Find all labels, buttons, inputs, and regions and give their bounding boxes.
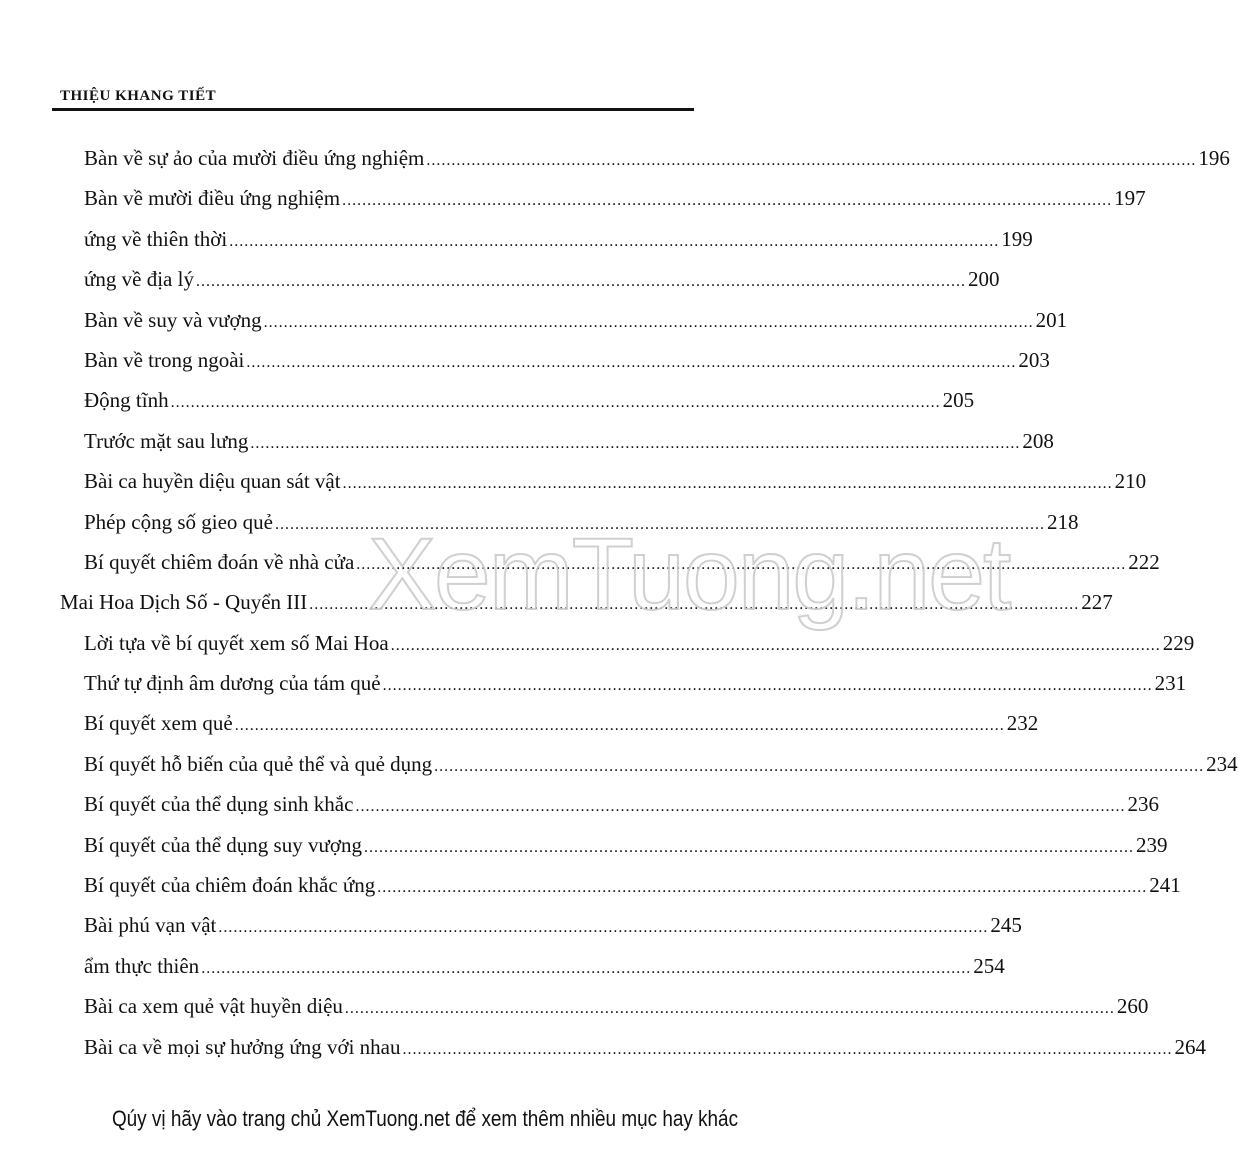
toc-entry — [0, 825, 1168, 865]
toc-entry-page: 201 — [1035, 307, 1068, 332]
toc-entry — [0, 905, 1022, 945]
toc-entry — [0, 219, 1033, 259]
toc-entry-page: 227 — [1081, 590, 1113, 615]
toc-leader-dots — [264, 303, 1034, 343]
toc-entry — [0, 380, 975, 420]
toc-entry — [0, 744, 1238, 784]
toc-leader-dots — [356, 545, 1126, 585]
toc-entry — [0, 703, 1039, 743]
toc-leader-dots — [343, 464, 1113, 504]
toc-leader-dots — [196, 262, 966, 302]
toc-entry-title: Bí quyết của thể dụng sinh khắc — [84, 792, 354, 817]
toc-leader-dots — [342, 181, 1112, 221]
toc-entry-title: Bí quyết hỗ biến của quẻ thể và quẻ dụng — [84, 751, 433, 776]
toc-entry-page: 197 — [1114, 186, 1146, 211]
toc-entry-title: Bí quyết xem quẻ — [84, 711, 233, 736]
running-header: THIỆU KHANG TIẾT — [60, 88, 217, 104]
toc-entry — [0, 582, 1113, 622]
toc-leader-dots — [218, 908, 988, 948]
watermark: XemTuong.net — [368, 517, 1010, 631]
toc-entry-title: Bàn về trong ngoài — [84, 347, 245, 372]
toc-entry — [0, 946, 1005, 986]
toc-entry-title: ẩm thực thiên — [84, 953, 200, 978]
toc-entry-page: 231 — [1154, 671, 1187, 696]
toc-leader-dots — [250, 424, 1020, 464]
header-rule — [52, 108, 694, 111]
toc-entry — [0, 178, 1146, 218]
toc-entry — [0, 1027, 1206, 1067]
toc-entry-title: ứng về thiên thời — [84, 226, 228, 251]
toc-entry-page: 200 — [967, 267, 1000, 292]
toc-entry-page: 260 — [1116, 994, 1149, 1019]
toc-leader-dots — [434, 747, 1204, 787]
toc-entry-page: 208 — [1022, 428, 1054, 453]
toc-leader-dots — [364, 828, 1134, 868]
toc-entry-page: 236 — [1127, 792, 1159, 817]
toc-leader-dots — [377, 868, 1147, 908]
toc-entry — [0, 623, 1195, 663]
toc-leader-dots — [309, 585, 1079, 625]
toc-entry-title: Phép cộng số gieo quẻ — [84, 509, 273, 534]
toc-entry-title: ứng về địa lý — [84, 267, 194, 292]
toc-leader-dots — [355, 787, 1125, 827]
toc-entry-title: Bàn về sự ảo của mười điều ứng nghiệm — [84, 146, 425, 170]
toc-entry — [0, 986, 1149, 1026]
toc-leader-dots — [229, 222, 999, 262]
toc-entry-page: 264 — [1174, 1034, 1206, 1059]
toc-entry — [0, 138, 1230, 178]
toc-entry-title: Mai Hoa Dịch Số - Quyển III — [60, 590, 308, 615]
toc-entry-page: 254 — [973, 953, 1005, 978]
toc-entry — [0, 865, 1181, 905]
table-of-contents — [0, 138, 1238, 1067]
toc-entry-page: 205 — [942, 388, 975, 413]
toc-entry-title: Bí quyết chiêm đoán về nhà cửa — [84, 549, 355, 574]
toc-leader-dots — [235, 706, 1005, 746]
toc-leader-dots — [402, 1030, 1172, 1070]
toc-entry — [0, 784, 1159, 824]
toc-entry-page: 196 — [1198, 146, 1230, 170]
toc-leader-dots — [275, 505, 1045, 545]
toc-entry-page: 232 — [1006, 711, 1039, 736]
toc-entry-title: Bàn về suy và vượng — [84, 307, 262, 332]
toc-entry-title: Bài ca về mọi sự hưởng ứng với nhau — [84, 1034, 401, 1059]
toc-entry-page: 222 — [1128, 549, 1160, 574]
footer-note: Qúy vị hãy vào trang chủ XemTuong.net để xem thêm nhiều mục hay khác — [111, 1106, 739, 1131]
toc-entry — [0, 502, 1079, 542]
toc-entry-page: 241 — [1149, 873, 1181, 898]
toc-entry-page: 239 — [1135, 832, 1168, 857]
toc-entry-page: 210 — [1114, 469, 1147, 494]
toc-entry-title: Bàn về mười điều ứng nghiệm — [84, 186, 341, 211]
toc-entry-title: Bài phú vạn vật — [84, 913, 217, 938]
toc-entry-page: 218 — [1046, 509, 1079, 534]
toc-entry-title: Bí quyết của thể dụng suy vượng — [84, 832, 362, 857]
toc-entry-title: Bí quyết của chiêm đoán khắc ứng — [84, 873, 376, 898]
toc-leader-dots — [383, 666, 1153, 706]
toc-entry-page: 203 — [1018, 347, 1050, 372]
toc-entry-title: Lời tựa về bí quyết xem số Mai Hoa — [84, 630, 389, 655]
toc-entry-page: 245 — [990, 913, 1022, 938]
toc-leader-dots — [201, 949, 971, 989]
toc-leader-dots — [426, 141, 1196, 181]
toc-entry-page: 229 — [1162, 630, 1195, 655]
toc-leader-dots — [345, 989, 1115, 1029]
toc-entry-title: Động tĩnh — [84, 388, 169, 413]
toc-entry — [0, 300, 1068, 340]
toc-leader-dots — [246, 343, 1016, 383]
toc-entry — [0, 663, 1187, 703]
toc-entry — [0, 259, 1000, 299]
toc-leader-dots — [171, 383, 941, 423]
toc-entry-page: 199 — [1001, 226, 1033, 251]
toc-entry — [0, 542, 1160, 582]
toc-entry — [0, 340, 1050, 380]
toc-entry — [0, 461, 1147, 501]
toc-entry-page: 234 — [1206, 751, 1238, 776]
toc-entry-title: Thứ tự định âm dương của tám quẻ — [84, 671, 381, 696]
toc-entry — [0, 421, 1054, 461]
toc-entry-title: Bài ca huyền diệu quan sát vật — [84, 469, 341, 494]
toc-entry-title: Trước mặt sau lưng — [84, 428, 249, 453]
toc-leader-dots — [391, 626, 1161, 666]
toc-entry-title: Bài ca xem quẻ vật huyền diệu — [84, 994, 343, 1019]
